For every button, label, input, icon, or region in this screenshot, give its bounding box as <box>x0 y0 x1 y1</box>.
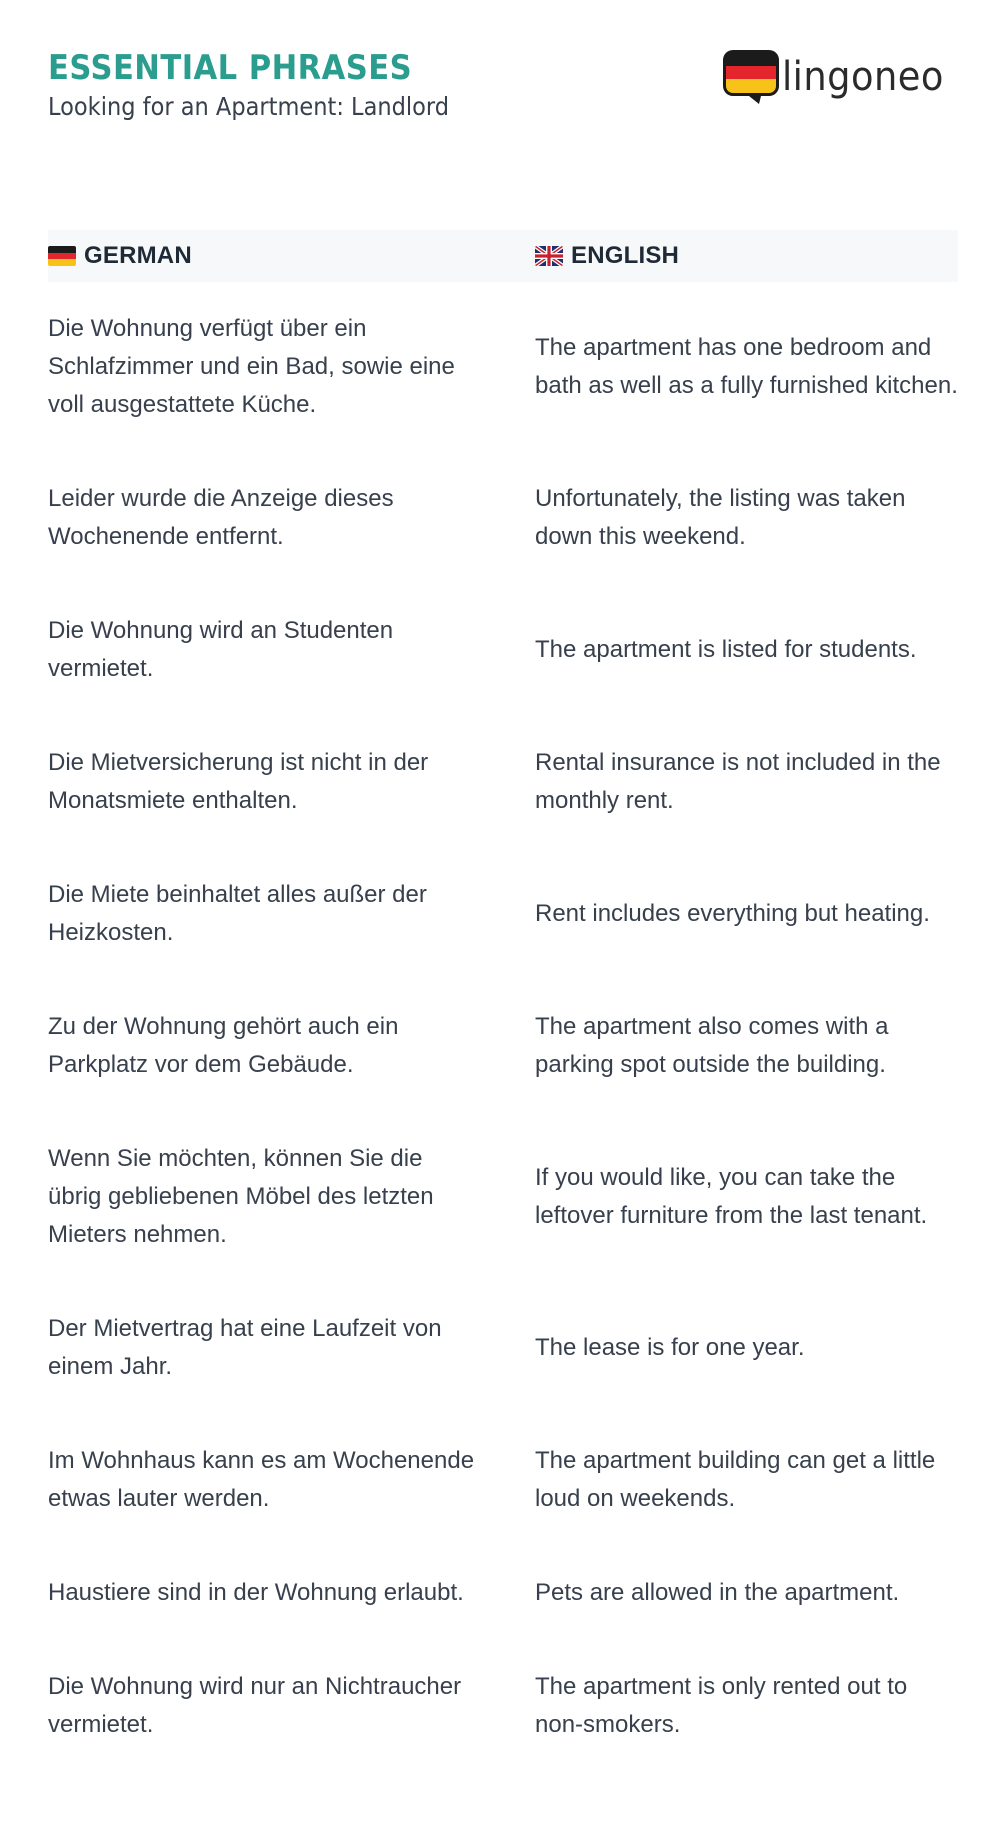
german-phrase: Haustiere sind in der Wohnung erlaubt. <box>48 1579 464 1606</box>
phrase-row <box>48 1546 958 1640</box>
phrase-row <box>48 716 958 848</box>
english-phrase: Pets are allowed in the apartment. <box>535 1579 900 1606</box>
page-title: ESSENTIAL PHRASES <box>48 48 413 88</box>
english-phrase: The apartment has one bedroom and bath as well as a fully furnished kitchen. <box>535 334 958 399</box>
german-phrase: Wenn Sie möchten, können Sie die übrig gebliebenen Möbel des letzten Mieters nehmen. <box>48 1145 434 1248</box>
uk-flag-icon <box>535 246 563 266</box>
german-phrase: Die Mietversicherung ist nicht in der Monatsmiete enthalten. <box>48 749 429 814</box>
phrase-row <box>48 1414 958 1546</box>
phrase-row <box>48 1112 958 1282</box>
english-phrase: Rent includes everything but heating. <box>535 900 930 927</box>
german-phrase: Leider wurde die Anzeige dieses Wochenende entfernt. <box>48 485 394 550</box>
phrase-row <box>48 1640 958 1772</box>
phrase-row <box>48 848 958 980</box>
english-phrase: The apartment is listed for students. <box>535 636 917 663</box>
column-header-german <box>48 230 192 282</box>
phrase-row <box>48 1282 958 1414</box>
german-phrase: Im Wohnhaus kann es am Wochenende etwas lauter werden. <box>48 1447 475 1512</box>
german-flag-icon <box>48 246 76 266</box>
logo-text: lingoneo <box>782 54 944 100</box>
phrase-row <box>48 584 958 716</box>
phrase-row <box>48 980 958 1112</box>
phrase-table <box>48 282 958 1772</box>
english-phrase: The apartment also comes with a parking spot outside the building. <box>535 1013 889 1078</box>
lingoneo-logo[interactable] <box>723 50 958 104</box>
german-phrase: Zu der Wohnung gehört auch ein Parkplatz vor dem Gebäude. <box>48 1013 399 1078</box>
german-phrase: Der Mietvertrag hat eine Laufzeit von einem Jahr. <box>48 1315 442 1380</box>
german-phrase: Die Wohnung wird nur an Nichtraucher vermietet. <box>48 1673 462 1738</box>
header <box>48 48 958 138</box>
english-phrase: The lease is for one year. <box>535 1334 805 1361</box>
german-phrase: Die Wohnung verfügt über ein Schlafzimmer und ein Bad, sowie eine voll ausgestattete Küche. <box>48 315 455 418</box>
english-phrase: Unfortunately, the listing was taken down this weekend. <box>535 485 906 550</box>
german-phrase: Die Miete beinhaltet alles außer der Heizkosten. <box>48 881 427 946</box>
phrase-row <box>48 282 958 452</box>
column-header-bar <box>48 230 958 282</box>
page-subtitle: Looking for an Apartment: Landlord <box>48 92 450 121</box>
german-phrase: Die Wohnung wird an Studenten vermietet. <box>48 617 394 682</box>
column-header-english <box>535 230 679 282</box>
english-phrase: If you would like, you can take the leftover furniture from the last tenant. <box>535 1164 928 1229</box>
english-phrase: Rental insurance is not included in the monthly rent. <box>535 749 941 814</box>
column-label-english: ENGLISH <box>571 242 680 269</box>
column-label-german: GERMAN <box>84 242 192 269</box>
english-phrase: The apartment building can get a little loud on weekends. <box>535 1447 936 1512</box>
english-phrase: The apartment is only rented out to non-smokers. <box>535 1673 908 1738</box>
german-flag-speech-bubble-icon <box>723 50 779 104</box>
phrase-row <box>48 452 958 584</box>
